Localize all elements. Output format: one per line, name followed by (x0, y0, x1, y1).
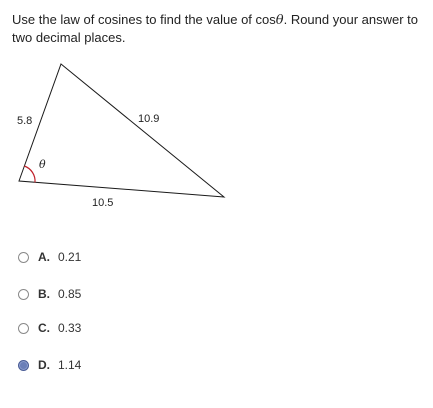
radio-button-d[interactable] (18, 360, 29, 371)
choice-a-value: 0.21 (58, 250, 82, 264)
side-right-label: 10.9 (138, 113, 160, 125)
choice-a[interactable] (18, 248, 81, 266)
choice-c[interactable] (18, 319, 81, 337)
choice-c-letter: C. (38, 321, 50, 335)
choice-d-value: 1.14 (58, 358, 82, 372)
question-text-before: Use the law of cosines to find the value of cos (12, 12, 276, 27)
choice-c-value: 0.33 (58, 321, 82, 335)
question-theta-symbol: θ (275, 13, 284, 28)
question-prompt (12, 11, 427, 46)
radio-button-c[interactable] (18, 323, 29, 334)
choice-d[interactable] (18, 356, 81, 374)
choice-a-letter: A. (38, 250, 50, 264)
choice-b-letter: B. (38, 287, 50, 301)
angle-arc (24, 166, 35, 182)
choice-d-letter: D. (38, 358, 50, 372)
side-left-label: 5.8 (17, 115, 33, 127)
choice-b-value: 0.85 (58, 287, 82, 301)
radio-button-a[interactable] (18, 252, 29, 263)
question-text-after: . Round your answer to two decimal places. (12, 12, 418, 45)
triangle-shape (19, 64, 224, 197)
choice-b[interactable] (18, 285, 81, 303)
radio-button-b[interactable] (18, 289, 29, 300)
angle-theta-label: θ (39, 158, 46, 171)
side-bottom-label: 10.5 (92, 197, 114, 209)
